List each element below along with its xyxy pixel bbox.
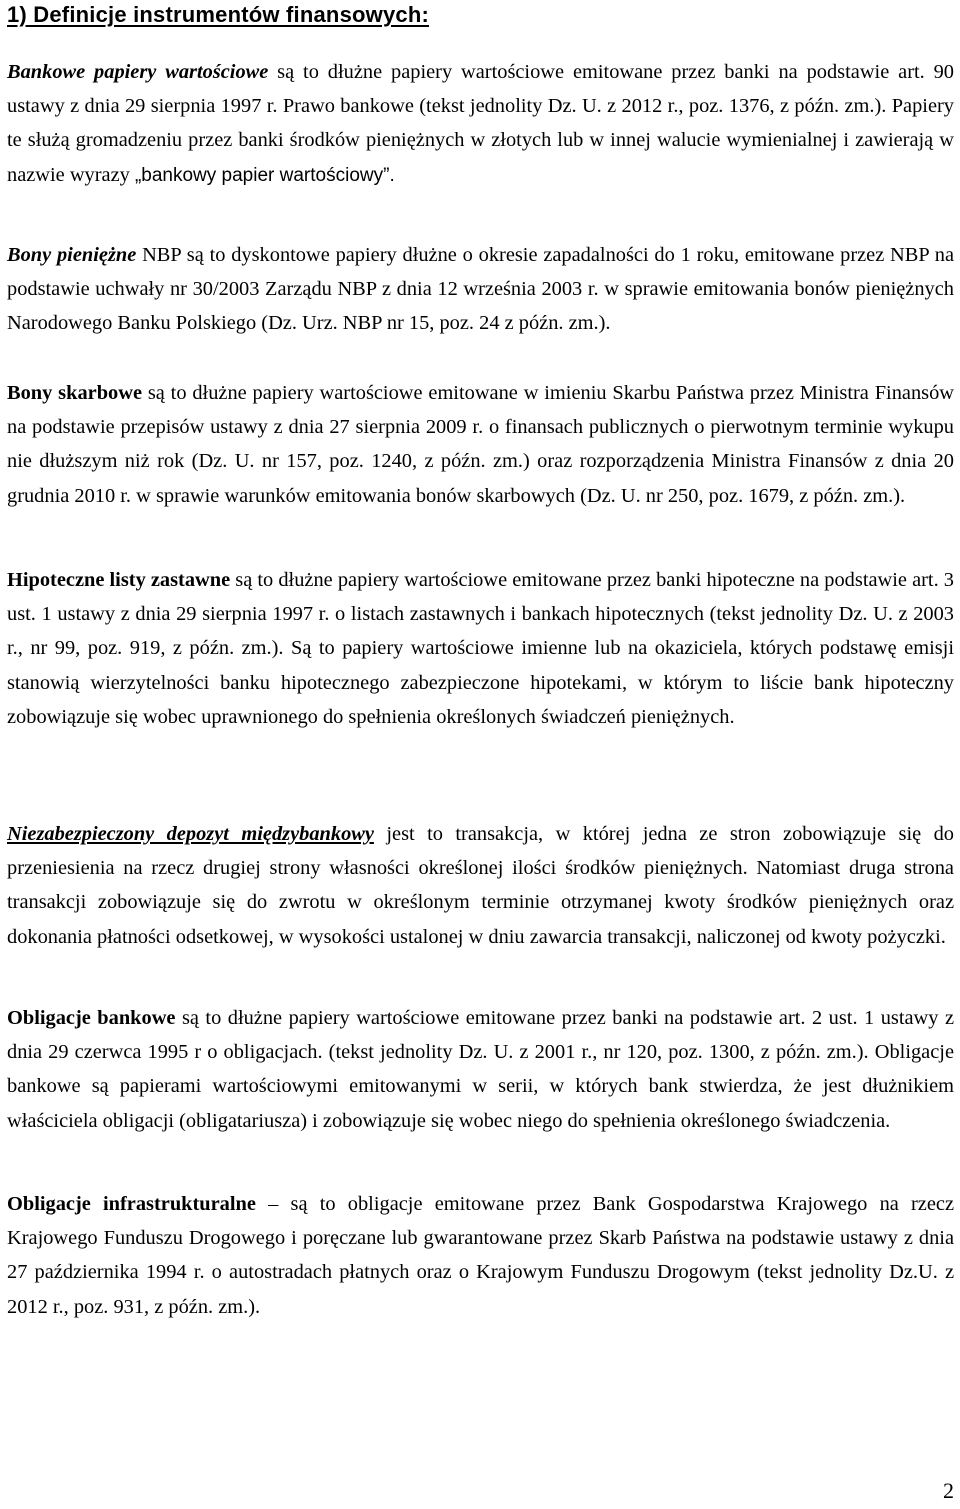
term-bony-skarbowe: Bony skarbowe: [7, 382, 142, 404]
definition-hipoteczne-listy: [7, 563, 954, 734]
definition-obligacje-bankowe: [7, 1001, 954, 1138]
term-bankowe-papiery: Bankowe papiery wartościowe: [7, 61, 269, 83]
page-number: 2: [943, 1478, 954, 1503]
definition-text: – są to obligacje emitowane przez Bank Gospodarstwa Krajowego na rzecz Krajowego Funduszu Drogowego i poręczane lub gwarantowane przez Skarb Państwa na podstawie ustawy z dnia 27 października 1994 r. o autostradach płatnych oraz o Krajowym Funduszu Drogowym (tekst jednolity Dz.U. z 2012 r., poz. 931, z późn. zm.).: [7, 1193, 955, 1318]
definition-bony-skarbowe: [7, 376, 954, 513]
definition-text-quote: „bankowy papier wartościowy”.: [134, 164, 395, 186]
definition-text: są to dłużne papiery wartościowe emitowane przez banki na podstawie art. 2 ust. 1 ustawy z dnia 29 czerwca 1995 r o obligacjach. (tekst jednolity Dz. U. z 2001 r., nr 120, poz. 1300, z późn. zm.). Obligacje bankowe są papierami wartościowymi emitowanymi w serii, w których bank stwierdza, że jest dłużnikiem właściciela obligacji (obligatariusza) i zobowiązuje się wobec niego do spełnienia określonego świadczenia.: [7, 1007, 954, 1132]
term-hipoteczne-listy: Hipoteczne listy zastawne: [7, 569, 231, 591]
definition-depozyt: [7, 817, 954, 954]
definition-text: jest to transakcja, w której jedna ze stron zobowiązuje się do przeniesienia na rzecz drugiej strony własności określonej ilości środków pieniężnych. Natomiast druga strona transakcji zobowiązuje się do zwrotu w określonym terminie otrzymanej kwoty środków pieniężnych oraz dokonania płatności odsetkowej, w wysokości ustalonej w dniu zawarcia transakcji, naliczonej od kwoty pożyczki.: [7, 823, 954, 948]
definition-obligacje-infrastrukturalne: [7, 1187, 954, 1324]
definition-text: NBP są to dyskontowe papiery dłużne o okresie zapadalności do 1 roku, emitowane przez NBP na podstawie uchwały nr 30/2003 Zarządu NBP z dnia 12 września 2003 r. w sprawie emitowania bonów pieniężnych Narodowego Banku Polskiego (Dz. Urz. NBP nr 15, poz. 24 z późn. zm.).: [7, 244, 955, 335]
definition-bony-pieniezne: [7, 238, 954, 341]
term-obligacje-bankowe: Obligacje bankowe: [7, 1007, 176, 1029]
section-heading: [7, 2, 429, 28]
term-obligacje-infrastrukturalne: Obligacje infrastrukturalne: [7, 1193, 256, 1215]
definition-text: są to dłużne papiery wartościowe emitowane przez banki na podstawie art. 90 ustawy z dnia 29 sierpnia 1997 r. Prawo bankowe (tekst jednolity Dz. U. z 2012 r., poz. 1376, z późn. zm.). Papiery te służą gromadzeniu przez banki środków pieniężnych w złotych lub w innej walucie wymienialnej i zawierają w nazwie wyrazy: [7, 61, 955, 186]
term-bony-pieniezne: Bony pieniężne: [7, 244, 137, 266]
term-depozyt: Niezabezpieczony depozyt międzybankowy: [7, 823, 374, 845]
section-heading-text: 1) Definicje instrumentów finansowych:: [7, 2, 429, 27]
definition-text: są to dłużne papiery wartościowe emitowane przez banki hipoteczne na podstawie art. 3 ust. 1 ustawy z dnia 29 sierpnia 1997 r. o listach zastawnych i bankach hipotecznych (tekst jednolity Dz. U. z 2003 r., nr 99, poz. 919, z późn. zm.). Są to papiery wartościowe imienne lub na okaziciela, których podstawę emisji stanowią wierzytelności banku hipotecznego zabezpieczone hipotekami, w którym to liście bank hipoteczny zobowiązuje się wobec uprawnionego do spełnienia określonych świadczeń pieniężnych.: [7, 569, 955, 728]
definition-bankowe-papiery: [7, 55, 954, 193]
definition-text: są to dłużne papiery wartościowe emitowane w imieniu Skarbu Państwa przez Ministra Finansów na podstawie przepisów ustawy z dnia 27 sierpnia 2009 r. o finansach publicznych o pierwotnym terminie wykupu nie dłuższym niż rok (Dz. U. nr 157, poz. 1240, z późn. zm.) oraz rozporządzenia Ministra Finansów z dnia 20 grudnia 2010 r. w sprawie warunków emitowania bonów skarbowych (Dz. U. nr 250, poz. 1679, z późn. zm.).: [7, 382, 954, 507]
